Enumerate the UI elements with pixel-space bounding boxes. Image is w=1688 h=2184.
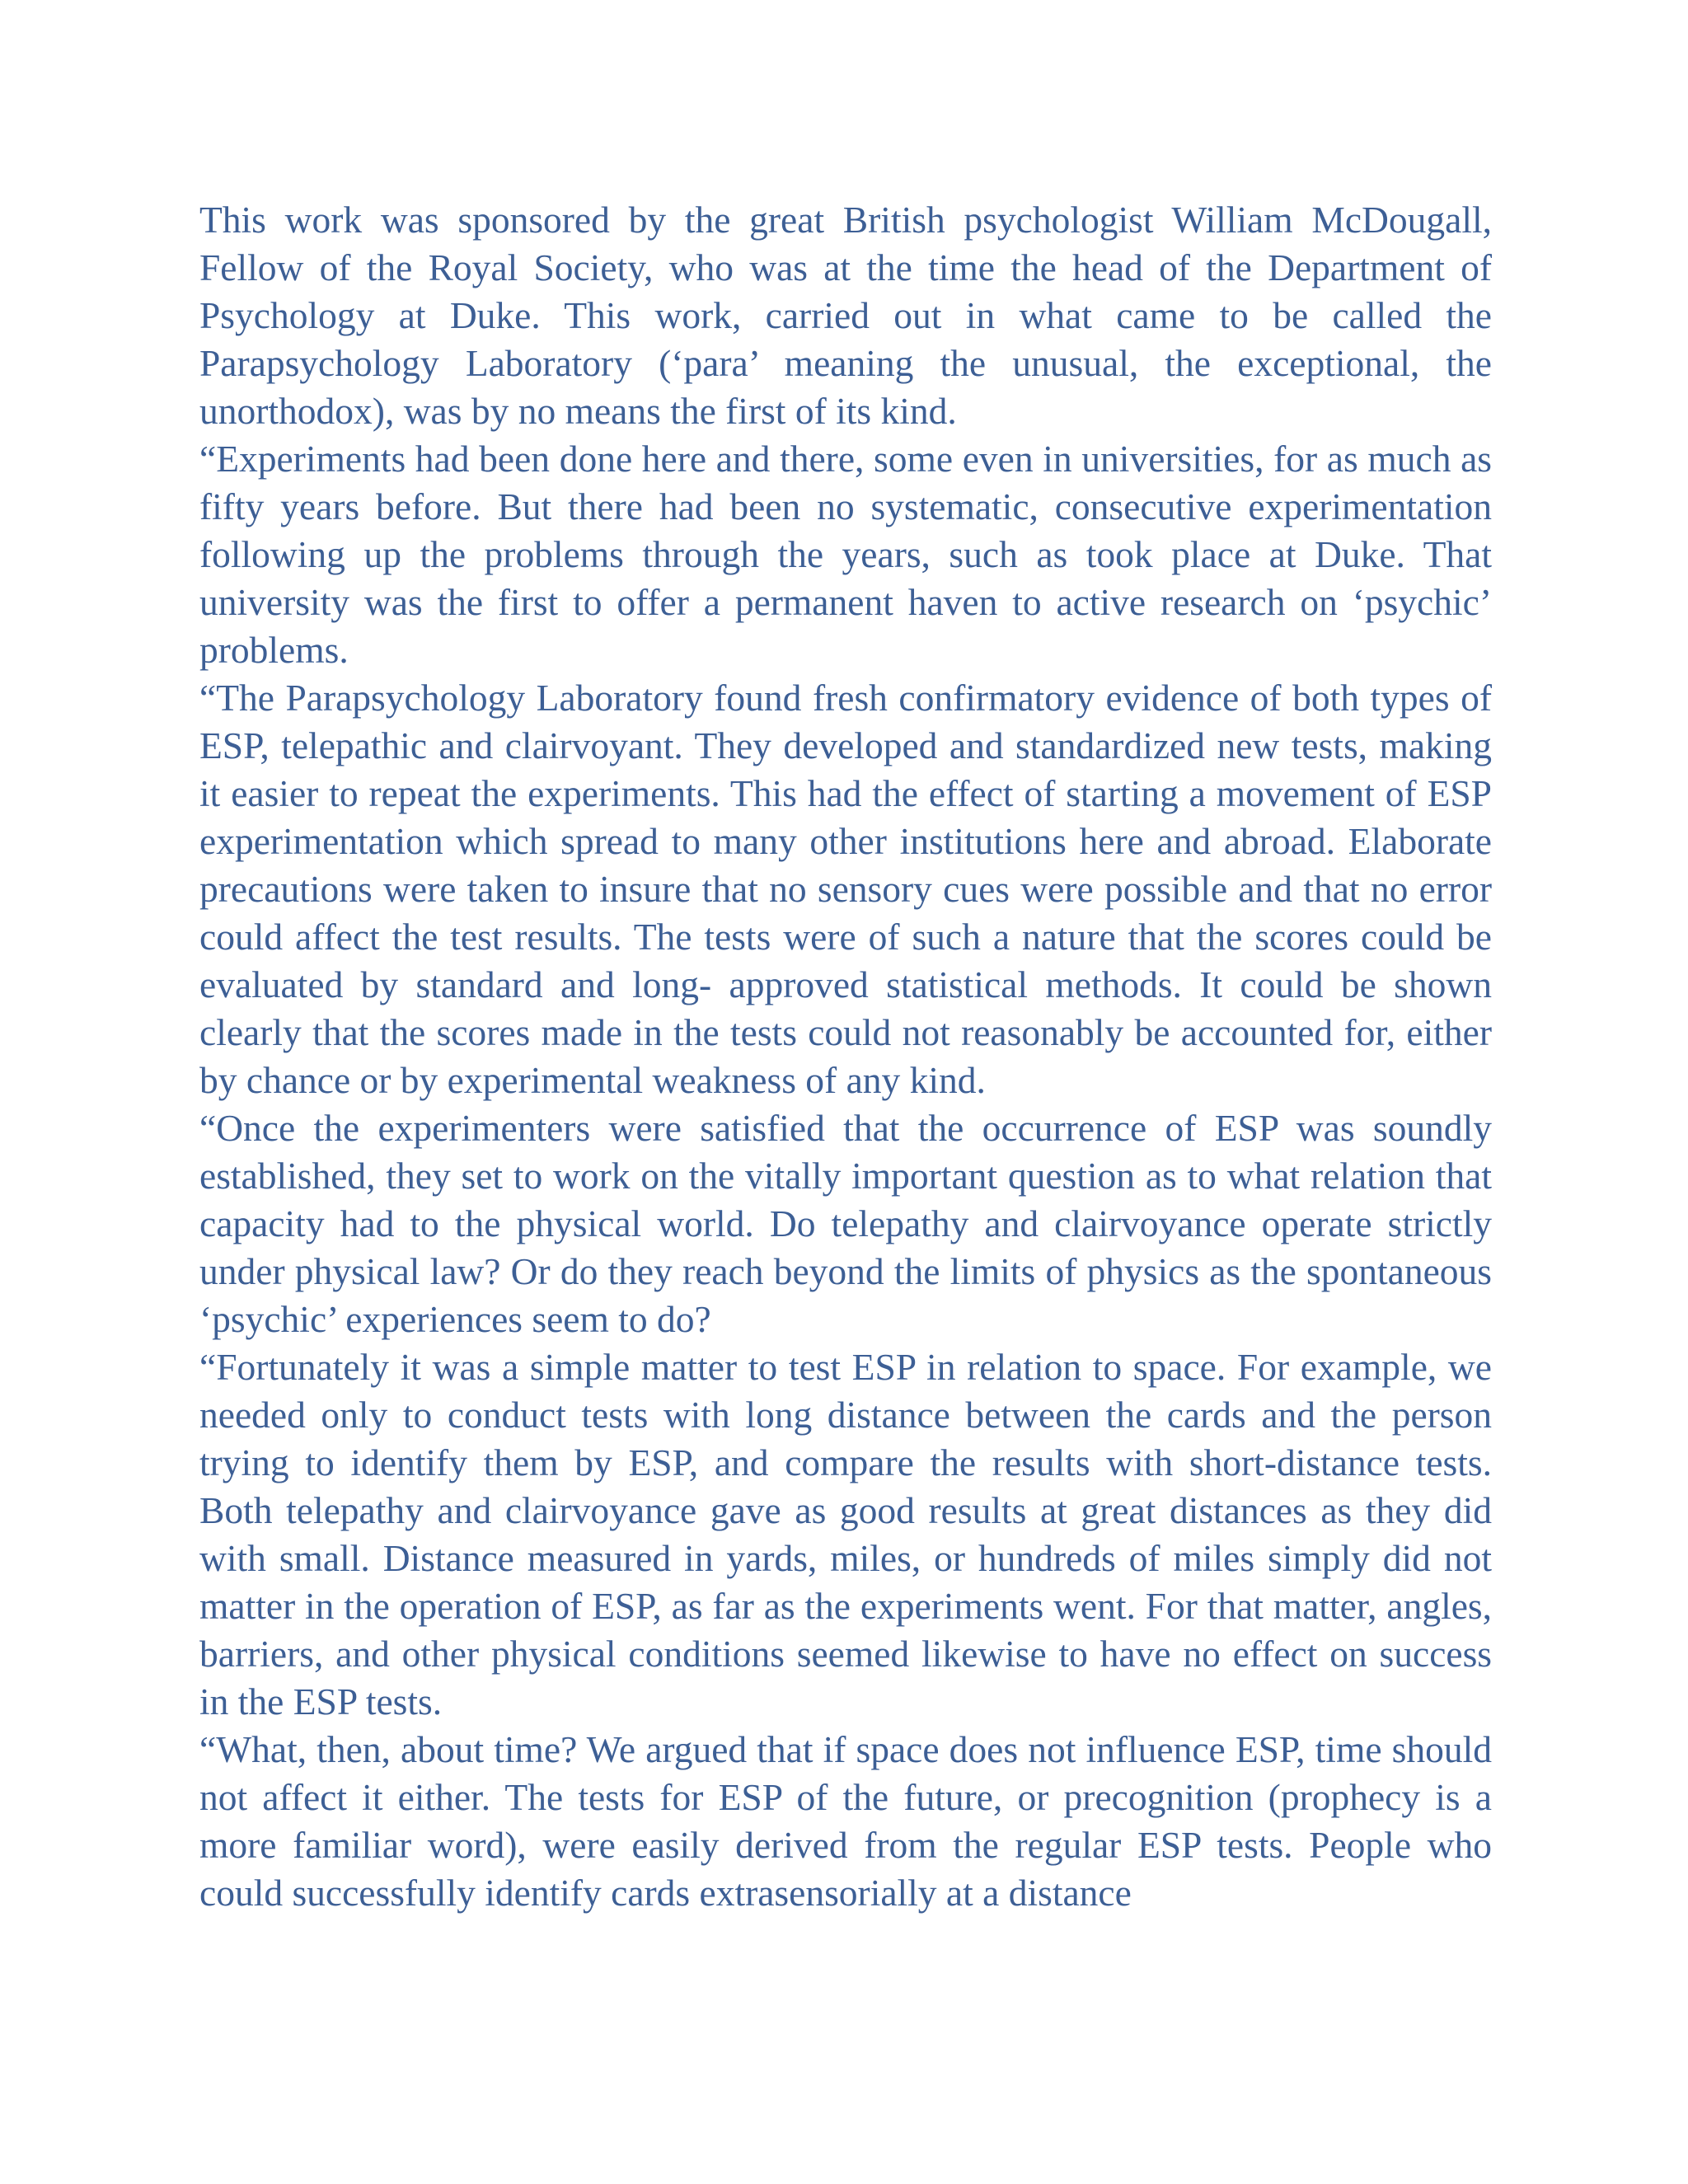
paragraph-4: “Once the experimenters were satisfied that the occurrence of ESP was soundly established, they set to work on the vitally important question as to what relation that capacity had to the physical world. Do telepathy and clairvoyance operate strictly under physical law? Or do they reach beyond the limits of physics as the spontaneous ‘psychic’ experiences seem to do?	[199, 1107, 1492, 1340]
paragraph-5: “Fortunately it was a simple matter to test ESP in relation to space. For example, we needed only to conduct tests with long distance between the cards and the person trying to identify them by ESP, and compare the results with short-distance tests. Both telepathy and clairvoyance gave as good results at great distances as they did with small. Distance measured in yards, miles, or hundreds of miles simply did not matter in the operation of ESP, as far as the experiments went. For that matter, angles, barriers, and other physical conditions seemed likewise to have no effect on success in the ESP tests.	[199, 1346, 1492, 1722]
paragraph-2: “Experiments had been done here and there, some even in universities, for as much as fifty years before. But there had been no systematic, consecutive experimentation following up the problems through the years, such as took place at Duke. That university was the first to offer a permanent haven to active research on ‘psychic’ problems.	[199, 438, 1492, 671]
paragraph-3: “The Parapsychology Laboratory found fresh confirmatory evidence of both types of ESP, telepathic and clairvoyant. They developed and standardized new tests, making it easier to repeat the experiments. This had the effect of starting a movement of ESP experimentation which spread to many other institutions here and abroad. Elaborate precautions were taken to insure that no sensory cues were possible and that no error could affect the test results. The tests were of such a nature that the scores could be evaluated by standard and long- approved statistical methods. It could be shown clearly that the scores made in the tests could not reasonably be accounted for, either by chance or by experimental weakness of any kind.	[199, 677, 1492, 1101]
paragraph-6: “What, then, about time? We argued that if space does not influence ESP, time should not affect it either. The tests for ESP of the future, or precognition (prophecy is a more familiar word), were easily derived from the regular ESP tests. People who could successfully identify cards extrasensorially at a distance	[199, 1728, 1492, 1914]
body-text	[199, 196, 1492, 1917]
paragraph-1: This work was sponsored by the great British psychologist William McDougall, Fellow of the Royal Society, who was at the time the head of the Department of Psychology at Duke. This work, carried out in what came to be called the Parapsychology Laboratory (‘para’ meaning the unusual, the exceptional, the unorthodox), was by no means the first of its kind.	[199, 199, 1492, 432]
